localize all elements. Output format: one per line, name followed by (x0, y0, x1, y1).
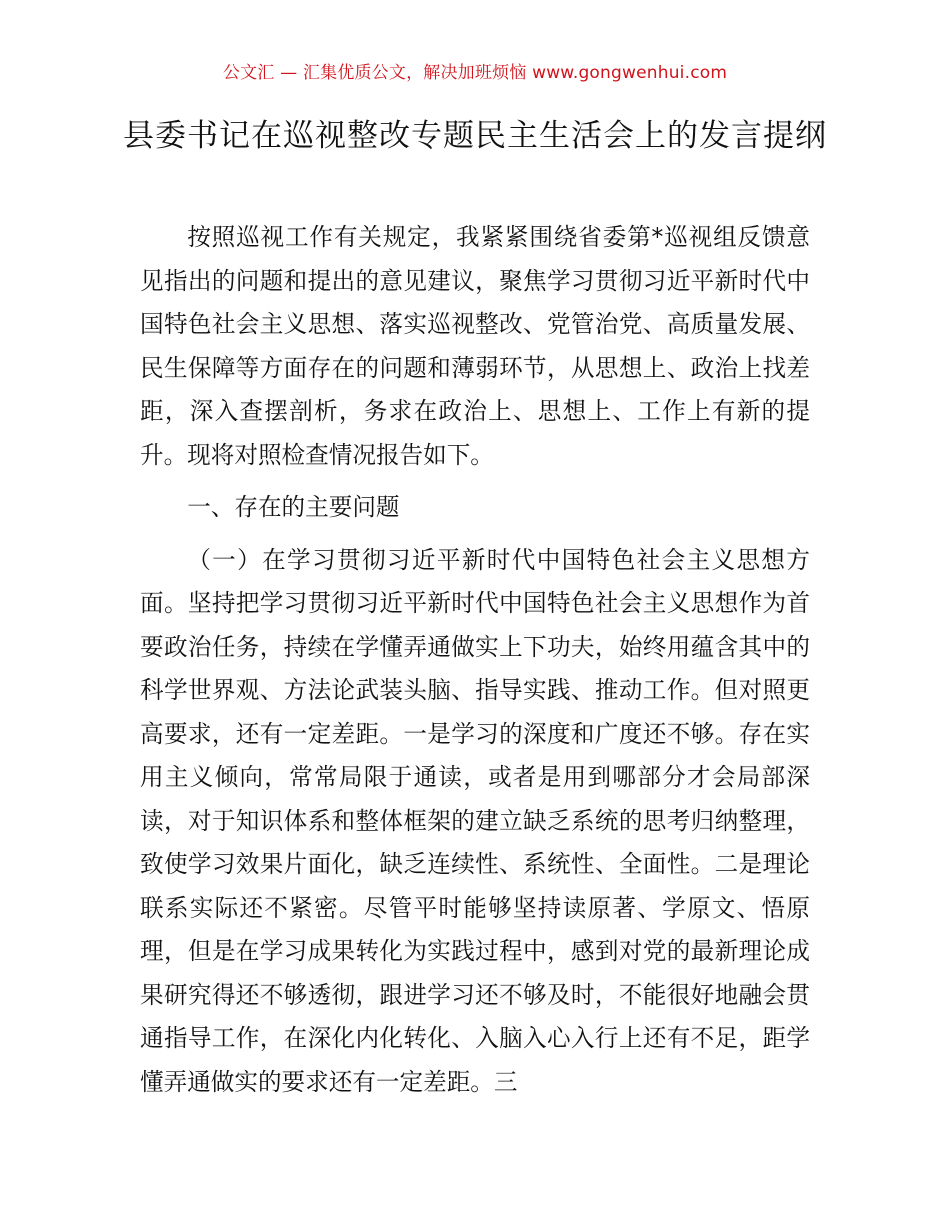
document-body (140, 216, 810, 1104)
document-title: 县委书记在巡视整改专题民主生活会上的发言提纲 (123, 118, 827, 154)
subsection-paragraph: （一）在学习贯彻习近平新时代中国特色社会主义思想方面。坚持把学习贯彻习近平新时代中国特色社会主义思想作为首要政治任务，持续在学懂弄通做实上下功夫，始终用蕴含其中的科学世界观、方法论武装头脑、指导实践、推动工作。但对照更高要求，还有一定差距。一是学习的深度和广度还不够。存在实用主义倾向，常常局限于通读，或者是用到哪部分才会局部深读，对于知识体系和整体框架的建立缺乏系统的思考归纳整理，致使学习效果片面化，缺乏连续性、系统性、全面性。二是理论联系实际还不紧密。尽管平时能够坚持读原著、学原文、悟原理，但是在学习成果转化为实践过程中，感到对党的最新理论成果研究得还不够透彻，跟进学习还不够及时，不能很好地融会贯通指导工作，在深化内化转化、入脑入心入行上还有不足，距学懂弄通做实的要求还有一定差距。三 (140, 545, 810, 1096)
header-banner: 公文汇 — 汇集优质公文，解决加班烦恼 www.gongwenhui.com (222, 63, 728, 83)
section-heading: 一、存在的主要问题 (187, 493, 400, 521)
intro-paragraph: 按照巡视工作有关规定，我紧紧围绕省委第*巡视组反馈意见指出的问题和提出的意见建议，聚焦学习贯彻习近平新时代中国特色社会主义思想、落实巡视整改、党管治党、高质量发展、民生保障等方面存在的问题和薄弱环节，从思想上、政治上找差距，深入查摆剖析，务求在政治上、思想上、工作上有新的提升。现将对照检查情况报告如下。 (140, 223, 810, 469)
